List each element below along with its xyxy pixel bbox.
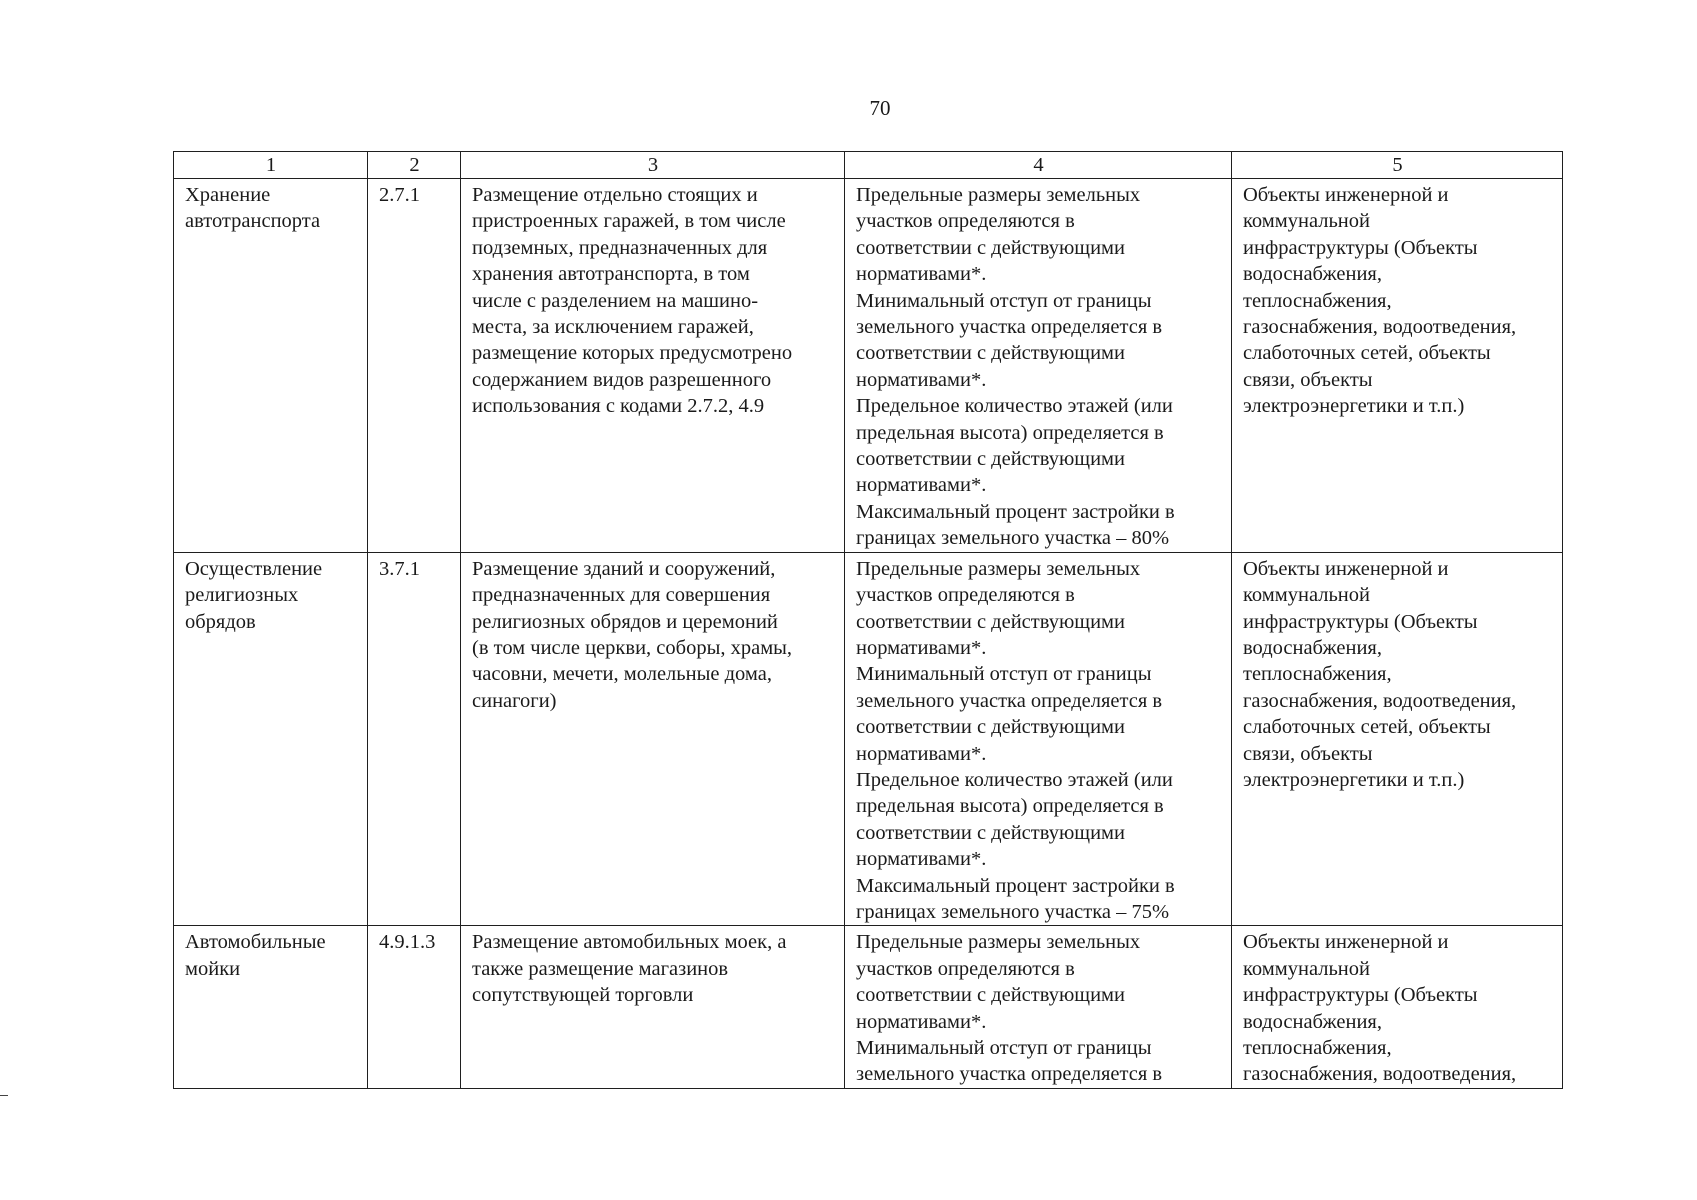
cell-line: предельная высота) определяется в: [856, 421, 1164, 444]
regulations-table: [173, 151, 1563, 1089]
cell-line: (в том числе церкви, соборы, храмы,: [472, 636, 793, 659]
cell-line: электроэнергетики и т.п.): [1243, 768, 1465, 791]
use-code-cell: 3.7.1: [368, 552, 461, 926]
auxiliary-objects-cell: [1232, 926, 1563, 1088]
cell-line: коммунальной: [1243, 584, 1370, 607]
cell-line: водоснабжения,: [1243, 1010, 1382, 1033]
cell-line: пристроенных гаражей, в том числе: [472, 210, 786, 233]
cell-line: земельного участка определяется в: [856, 316, 1163, 339]
cell-line: связи, объекты: [1243, 742, 1373, 765]
use-code-cell: 2.7.1: [368, 179, 461, 553]
header-row: [174, 152, 1563, 179]
cell-line: земельного участка определяется в: [856, 689, 1163, 712]
cell-line: слаботочных сетей, объекты: [1243, 716, 1491, 739]
cell-line: предназначенных для совершения: [472, 584, 771, 607]
scan-edge-mark: [0, 1095, 8, 1096]
cell-line: автотранспорта: [185, 210, 321, 233]
cell-line: сопутствующей торговли: [472, 984, 694, 1007]
cell-line: теплоснабжения,: [1243, 289, 1392, 312]
use-code-cell: 4.9.1.3: [368, 926, 461, 1088]
table-row: [174, 179, 1563, 553]
cell-line: земельного участка определяется в: [856, 1063, 1163, 1086]
cell-line: коммунальной: [1243, 210, 1370, 233]
cell-line: соответствии с действующими: [856, 984, 1125, 1007]
use-description-cell: [461, 552, 845, 926]
cell-line: границах земельного участка – 75%: [856, 900, 1170, 923]
cell-line: газоснабжения, водоотведения,: [1243, 1063, 1517, 1086]
cell-line: соответствии с действующими: [856, 610, 1125, 633]
cell-line: Минимальный отступ от границы: [856, 1037, 1152, 1059]
use-name-cell: [174, 552, 368, 926]
column-header-2: 2: [368, 152, 461, 179]
cell-line: инфраструктуры (Объекты: [1243, 236, 1478, 259]
cell-line: содержанием видов разрешенного: [472, 368, 772, 391]
cell-line: водоснабжения,: [1243, 263, 1382, 286]
cell-line: соответствии с действующими: [856, 236, 1125, 259]
cell-line: границах земельного участка – 80%: [856, 527, 1170, 550]
cell-line: Предельные размеры земельных: [856, 557, 1141, 580]
cell-line: газоснабжения, водоотведения,: [1243, 316, 1517, 339]
parameters-cell: [845, 926, 1232, 1088]
cell-line: Минимальный отступ от границы: [856, 663, 1152, 686]
cell-line: Объекты инженерной и: [1243, 557, 1449, 580]
cell-line: участков определяются в: [856, 584, 1075, 607]
cell-line: также размещение магазинов: [472, 957, 729, 980]
cell-line: Максимальный процент застройки в: [856, 500, 1175, 523]
cell-line: соответствии с действующими: [856, 821, 1125, 844]
page-number: 70: [869, 96, 891, 120]
column-header-1: 1: [174, 152, 368, 179]
auxiliary-objects-cell: [1232, 552, 1563, 926]
cell-line: теплоснабжения,: [1243, 663, 1392, 686]
cell-line: электроэнергетики и т.п.): [1243, 395, 1465, 418]
cell-line: хранения автотранспорта, в том: [472, 263, 750, 286]
cell-line: водоснабжения,: [1243, 636, 1382, 659]
cell-line: соответствии с действующими: [856, 342, 1125, 365]
cell-line: места, за исключением гаражей,: [472, 316, 754, 339]
cell-line: Осуществление: [185, 557, 323, 580]
cell-line: Предельные размеры земельных: [856, 931, 1141, 954]
parameters-cell: [845, 179, 1232, 553]
cell-line: Максимальный процент застройки в: [856, 874, 1175, 897]
table-row: [174, 926, 1563, 1088]
column-header-5: 5: [1232, 152, 1563, 179]
cell-line: нормативами*.: [856, 474, 987, 497]
use-name-cell: [174, 926, 368, 1088]
use-description-cell: [461, 926, 845, 1088]
cell-line: соответствии с действующими: [856, 448, 1125, 471]
cell-line: нормативами*.: [856, 263, 987, 286]
cell-line: теплоснабжения,: [1243, 1037, 1392, 1059]
cell-line: Размещение отдельно стоящих и: [472, 184, 758, 206]
cell-line: синагоги): [472, 689, 557, 712]
cell-line: коммунальной: [1243, 957, 1370, 980]
cell-line: подземных, предназначенных для: [472, 236, 768, 259]
column-header-3: 3: [461, 152, 845, 179]
cell-line: Предельное количество этажей (или: [856, 768, 1173, 791]
cell-line: соответствии с действующими: [856, 716, 1125, 739]
cell-line: использования с кодами 2.7.2, 4.9: [472, 395, 765, 418]
cell-line: слаботочных сетей, объекты: [1243, 342, 1491, 365]
cell-line: Предельные размеры земельных: [856, 184, 1141, 206]
cell-line: газоснабжения, водоотведения,: [1243, 689, 1517, 712]
cell-line: числе с разделением на машино-: [472, 289, 759, 312]
cell-line: Размещение зданий и сооружений,: [472, 557, 776, 580]
cell-line: мойки: [185, 957, 241, 980]
cell-line: размещение которых предусмотрено: [472, 342, 793, 365]
cell-line: связи, объекты: [1243, 368, 1373, 391]
cell-line: обрядов: [185, 610, 256, 633]
table-row: [174, 552, 1563, 926]
cell-line: предельная высота) определяется в: [856, 795, 1164, 818]
cell-line: нормативами*.: [856, 742, 987, 765]
cell-line: Предельное количество этажей (или: [856, 395, 1173, 418]
cell-line: Минимальный отступ от границы: [856, 289, 1152, 312]
column-header-4: 4: [845, 152, 1232, 179]
cell-line: инфраструктуры (Объекты: [1243, 610, 1478, 633]
cell-line: нормативами*.: [856, 368, 987, 391]
cell-line: участков определяются в: [856, 957, 1075, 980]
cell-line: Объекты инженерной и: [1243, 184, 1449, 206]
cell-line: религиозных обрядов и церемоний: [472, 610, 778, 633]
auxiliary-objects-cell: [1232, 179, 1563, 553]
cell-line: нормативами*.: [856, 848, 987, 871]
cell-line: религиозных: [185, 584, 299, 607]
use-name-cell: [174, 179, 368, 553]
cell-line: Хранение: [185, 184, 271, 206]
cell-line: Автомобильные: [185, 931, 326, 954]
cell-line: нормативами*.: [856, 636, 987, 659]
use-description-cell: [461, 179, 845, 553]
cell-line: Объекты инженерной и: [1243, 931, 1449, 954]
cell-line: нормативами*.: [856, 1010, 987, 1033]
parameters-cell: [845, 552, 1232, 926]
cell-line: Размещение автомобильных моек, а: [472, 931, 787, 954]
cell-line: участков определяются в: [856, 210, 1075, 233]
cell-line: инфраструктуры (Объекты: [1243, 984, 1478, 1007]
cell-line: часовни, мечети, молельные дома,: [472, 663, 772, 686]
